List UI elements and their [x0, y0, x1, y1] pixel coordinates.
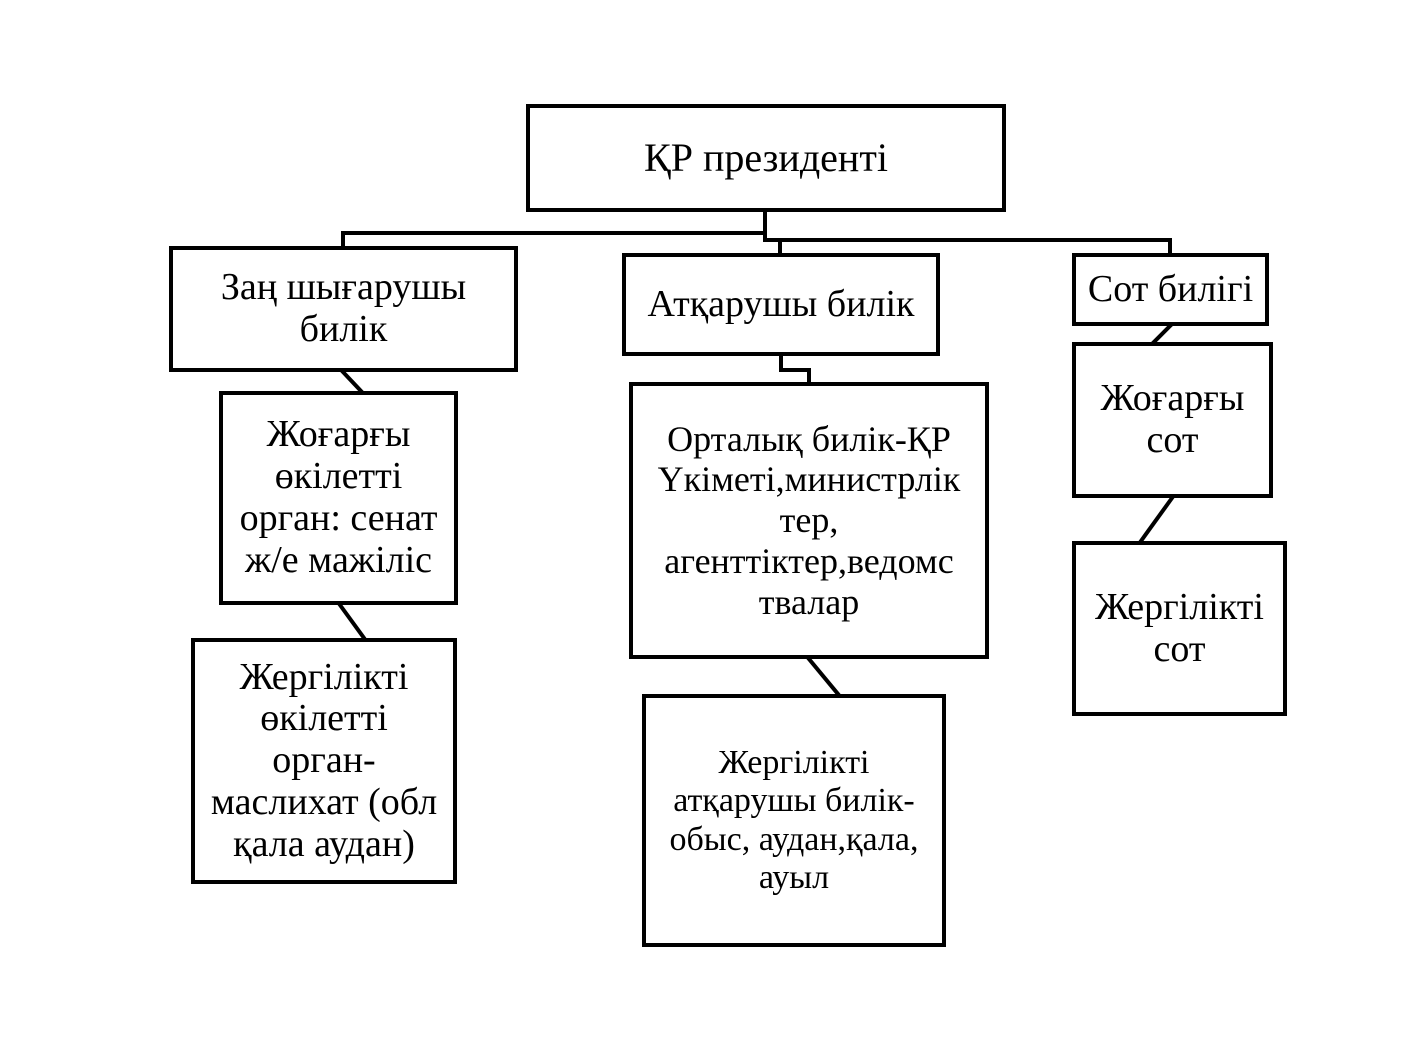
node-local-executive [642, 694, 946, 947]
node-executive-branch-label: Атқарушы билік [647, 282, 915, 325]
node-central-executive [629, 382, 989, 659]
node-local-court [1072, 541, 1287, 716]
node-local-representative-body [191, 638, 457, 884]
node-supreme-representative-body-label: Жоғарғы өкілетті орган: сенат ж/е мажіліс [239, 413, 438, 581]
node-central-executive-label: Орталық билік-ҚР Үкіметі,министрлік тер, агенттіктер,ведомс твалар [657, 418, 961, 622]
node-local-court-label: Жергілікті сот [1095, 585, 1264, 670]
connector-leg-to-high [343, 372, 361, 391]
node-judicial-branch-label: Сот билігі [1087, 267, 1254, 310]
connector-exec-central-to-local [809, 659, 838, 694]
node-supreme-court-label: Жоғарғы сот [1100, 377, 1245, 461]
node-local-executive-label: Жергілікті атқарушы билік- обыс, аудан,қала, ауыл [669, 744, 919, 896]
node-legislative-branch-label: Заң шығарушы билік [220, 266, 467, 350]
connector-court-to-high [1154, 326, 1170, 342]
connector-court-high-to-local [1141, 498, 1172, 541]
connector-leg-high-to-local [340, 605, 364, 638]
node-president-label: ҚР президенті [644, 135, 888, 180]
node-local-representative-body-label: Жергілікті өкілетті орган- маслихат (обл қала аудан) [210, 655, 438, 865]
node-legislative-branch [169, 246, 518, 372]
node-supreme-court [1072, 342, 1273, 498]
node-judicial-branch [1072, 253, 1269, 326]
node-president [526, 104, 1006, 212]
node-supreme-representative-body [219, 391, 458, 605]
connector-exec-to-central [781, 356, 809, 382]
node-executive-branch [622, 253, 940, 356]
